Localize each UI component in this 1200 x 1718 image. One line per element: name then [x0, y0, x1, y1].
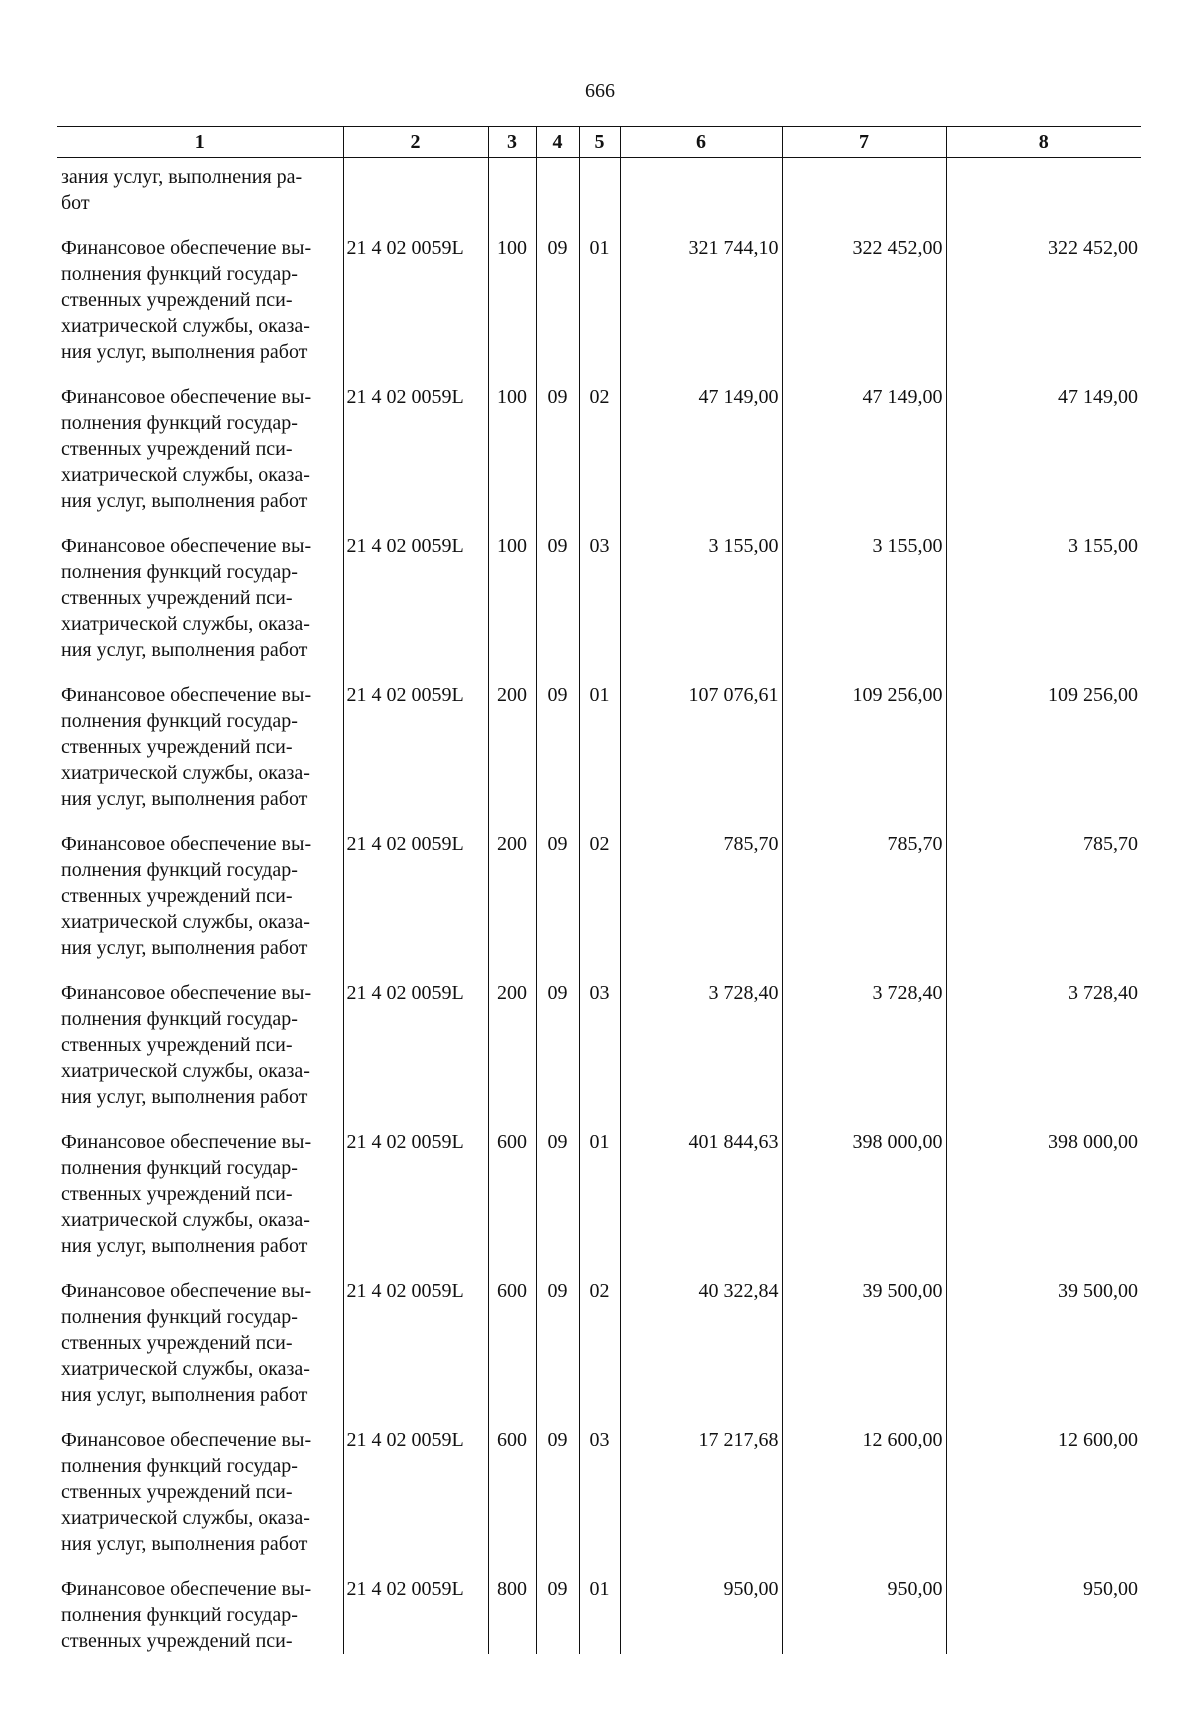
- name-line: Финансовое обеспечение вы-: [61, 535, 312, 557]
- name-line: ния услуг, выполнения работ: [61, 341, 308, 363]
- row-col7-cell: 785,70: [782, 822, 946, 971]
- row-code-cell: 21 4 02 0059L: [343, 1120, 488, 1269]
- table-row: [57, 673, 1141, 822]
- row-col3-cell: 100: [488, 524, 536, 673]
- table-row: [57, 226, 1141, 375]
- row-col4-cell: 09: [536, 1418, 579, 1567]
- name-line: ния услуг, выполнения работ: [61, 1235, 308, 1257]
- row-col7-cell: 109 256,00: [782, 673, 946, 822]
- row-col8-cell: 109 256,00: [946, 673, 1141, 822]
- row-name-cell: [57, 158, 343, 227]
- table-row: [57, 375, 1141, 524]
- row-col3-cell: [488, 158, 536, 227]
- name-line: хиатрической службы, оказа-: [61, 1060, 310, 1082]
- row-col6-cell: 3 728,40: [620, 971, 782, 1120]
- name-line: ния услуг, выполнения работ: [61, 1086, 308, 1108]
- name-line: бот: [61, 192, 90, 214]
- row-name-cell: [57, 1567, 343, 1654]
- table-row: [57, 1269, 1141, 1418]
- row-col5-cell: 01: [579, 1120, 620, 1269]
- table-row: [57, 524, 1141, 673]
- name-line: хиатрической службы, оказа-: [61, 762, 310, 784]
- row-col7-cell: 39 500,00: [782, 1269, 946, 1418]
- header-col-7: 7: [782, 127, 946, 158]
- name-line: ственных учреждений пси-: [61, 1630, 293, 1652]
- name-line: ния услуг, выполнения работ: [61, 490, 308, 512]
- name-line: полнения функций государ-: [61, 1157, 298, 1179]
- row-col8-cell: 47 149,00: [946, 375, 1141, 524]
- row-col5-cell: 02: [579, 822, 620, 971]
- row-col8-cell: 950,00: [946, 1567, 1141, 1654]
- row-col6-cell: 47 149,00: [620, 375, 782, 524]
- row-col7-cell: 12 600,00: [782, 1418, 946, 1567]
- budget-table: [57, 126, 1141, 1654]
- row-code-cell: 21 4 02 0059L: [343, 375, 488, 524]
- name-line: полнения функций государ-: [61, 859, 298, 881]
- table-header-row: [57, 127, 1141, 158]
- row-name-cell: [57, 1269, 343, 1418]
- row-code-cell: 21 4 02 0059L: [343, 822, 488, 971]
- row-col5-cell: 01: [579, 673, 620, 822]
- table-row: [57, 1120, 1141, 1269]
- name-line: Финансовое обеспечение вы-: [61, 1131, 312, 1153]
- header-col-4: 4: [536, 127, 579, 158]
- row-col3-cell: 600: [488, 1269, 536, 1418]
- header-col-8: 8: [946, 127, 1141, 158]
- row-col4-cell: [536, 158, 579, 227]
- row-col6-cell: 785,70: [620, 822, 782, 971]
- row-col8-cell: 322 452,00: [946, 226, 1141, 375]
- row-col6-cell: 3 155,00: [620, 524, 782, 673]
- row-col3-cell: 600: [488, 1418, 536, 1567]
- page-number: 666: [585, 80, 615, 102]
- row-col4-cell: 09: [536, 1567, 579, 1654]
- name-line: ния услуг, выполнения работ: [61, 639, 308, 661]
- name-line: Финансовое обеспечение вы-: [61, 1429, 312, 1451]
- row-col5-cell: 01: [579, 226, 620, 375]
- row-col3-cell: 200: [488, 822, 536, 971]
- name-line: Финансовое обеспечение вы-: [61, 1578, 312, 1600]
- row-code-cell: [343, 158, 488, 227]
- name-line: Финансовое обеспечение вы-: [61, 982, 312, 1004]
- row-col5-cell: 03: [579, 971, 620, 1120]
- row-col6-cell: 401 844,63: [620, 1120, 782, 1269]
- name-line: ния услуг, выполнения работ: [61, 1384, 308, 1406]
- row-col4-cell: 09: [536, 226, 579, 375]
- table-row: [57, 1418, 1141, 1567]
- row-col5-cell: 03: [579, 1418, 620, 1567]
- name-line: ния услуг, выполнения работ: [61, 1533, 308, 1555]
- row-col7-cell: [782, 158, 946, 227]
- row-col3-cell: 200: [488, 673, 536, 822]
- row-code-cell: 21 4 02 0059L: [343, 1269, 488, 1418]
- row-code-cell: 21 4 02 0059L: [343, 1418, 488, 1567]
- row-col4-cell: 09: [536, 1269, 579, 1418]
- row-col4-cell: 09: [536, 375, 579, 524]
- row-name-cell: [57, 822, 343, 971]
- row-col3-cell: 100: [488, 226, 536, 375]
- name-line: хиатрической службы, оказа-: [61, 1209, 310, 1231]
- row-col6-cell: 17 217,68: [620, 1418, 782, 1567]
- row-col7-cell: 3 728,40: [782, 971, 946, 1120]
- row-col3-cell: 600: [488, 1120, 536, 1269]
- name-line: ственных учреждений пси-: [61, 587, 293, 609]
- name-line: полнения функций государ-: [61, 710, 298, 732]
- name-line: Финансовое обеспечение вы-: [61, 1280, 312, 1302]
- table-row: [57, 1567, 1141, 1654]
- row-name-cell: [57, 673, 343, 822]
- name-line: хиатрической службы, оказа-: [61, 464, 310, 486]
- header-col-5: 5: [579, 127, 620, 158]
- row-col3-cell: 200: [488, 971, 536, 1120]
- row-code-cell: 21 4 02 0059L: [343, 1567, 488, 1654]
- name-line: полнения функций государ-: [61, 263, 298, 285]
- row-col5-cell: 03: [579, 524, 620, 673]
- row-col6-cell: 107 076,61: [620, 673, 782, 822]
- row-name-cell: [57, 226, 343, 375]
- row-col4-cell: 09: [536, 673, 579, 822]
- row-col7-cell: 398 000,00: [782, 1120, 946, 1269]
- name-line: ственных учреждений пси-: [61, 438, 293, 460]
- row-col8-cell: 3 155,00: [946, 524, 1141, 673]
- row-name-cell: [57, 375, 343, 524]
- table-row: [57, 971, 1141, 1120]
- table-row-continuation: [57, 158, 1141, 227]
- name-line: ственных учреждений пси-: [61, 885, 293, 907]
- name-line: хиатрической службы, оказа-: [61, 613, 310, 635]
- row-code-cell: 21 4 02 0059L: [343, 226, 488, 375]
- name-line: ственных учреждений пси-: [61, 1332, 293, 1354]
- name-line: полнения функций государ-: [61, 1306, 298, 1328]
- name-line: полнения функций государ-: [61, 561, 298, 583]
- name-line: Финансовое обеспечение вы-: [61, 386, 312, 408]
- row-code-cell: 21 4 02 0059L: [343, 971, 488, 1120]
- header-col-3: 3: [488, 127, 536, 158]
- row-col7-cell: 322 452,00: [782, 226, 946, 375]
- name-line: ственных учреждений пси-: [61, 1183, 293, 1205]
- row-code-cell: 21 4 02 0059L: [343, 673, 488, 822]
- row-col6-cell: 950,00: [620, 1567, 782, 1654]
- row-col4-cell: 09: [536, 971, 579, 1120]
- row-col5-cell: 01: [579, 1567, 620, 1654]
- row-col5-cell: 02: [579, 375, 620, 524]
- table-row: [57, 822, 1141, 971]
- row-col7-cell: 950,00: [782, 1567, 946, 1654]
- row-col8-cell: 3 728,40: [946, 971, 1141, 1120]
- name-line: ственных учреждений пси-: [61, 1034, 293, 1056]
- name-line: ственных учреждений пси-: [61, 289, 293, 311]
- row-col8-cell: 12 600,00: [946, 1418, 1141, 1567]
- row-col4-cell: 09: [536, 822, 579, 971]
- row-col7-cell: 47 149,00: [782, 375, 946, 524]
- row-col8-cell: 785,70: [946, 822, 1141, 971]
- name-line: хиатрической службы, оказа-: [61, 911, 310, 933]
- row-col3-cell: 800: [488, 1567, 536, 1654]
- name-line: полнения функций государ-: [61, 1455, 298, 1477]
- name-line: ния услуг, выполнения работ: [61, 788, 308, 810]
- row-col7-cell: 3 155,00: [782, 524, 946, 673]
- name-line: зания услуг, выполнения ра-: [61, 166, 303, 188]
- row-col5-cell: 02: [579, 1269, 620, 1418]
- name-line: ния услуг, выполнения работ: [61, 937, 308, 959]
- name-line: хиатрической службы, оказа-: [61, 315, 310, 337]
- header-col-2: 2: [343, 127, 488, 158]
- name-line: полнения функций государ-: [61, 1008, 298, 1030]
- name-line: Финансовое обеспечение вы-: [61, 833, 312, 855]
- row-name-cell: [57, 1120, 343, 1269]
- row-name-cell: [57, 971, 343, 1120]
- name-line: хиатрической службы, оказа-: [61, 1507, 310, 1529]
- row-name-cell: [57, 524, 343, 673]
- row-col3-cell: 100: [488, 375, 536, 524]
- row-col8-cell: 39 500,00: [946, 1269, 1141, 1418]
- row-col6-cell: 321 744,10: [620, 226, 782, 375]
- row-col8-cell: 398 000,00: [946, 1120, 1141, 1269]
- row-col4-cell: 09: [536, 524, 579, 673]
- name-line: Финансовое обеспечение вы-: [61, 684, 312, 706]
- name-line: полнения функций государ-: [61, 412, 298, 434]
- name-line: полнения функций государ-: [61, 1604, 298, 1626]
- header-col-1: 1: [57, 127, 343, 158]
- row-code-cell: 21 4 02 0059L: [343, 524, 488, 673]
- row-col8-cell: [946, 158, 1141, 227]
- name-line: ственных учреждений пси-: [61, 736, 293, 758]
- row-col5-cell: [579, 158, 620, 227]
- row-name-cell: [57, 1418, 343, 1567]
- row-col6-cell: 40 322,84: [620, 1269, 782, 1418]
- name-line: ственных учреждений пси-: [61, 1481, 293, 1503]
- header-col-6: 6: [620, 127, 782, 158]
- name-line: хиатрической службы, оказа-: [61, 1358, 310, 1380]
- row-col6-cell: [620, 158, 782, 227]
- name-line: Финансовое обеспечение вы-: [61, 237, 312, 259]
- row-col4-cell: 09: [536, 1120, 579, 1269]
